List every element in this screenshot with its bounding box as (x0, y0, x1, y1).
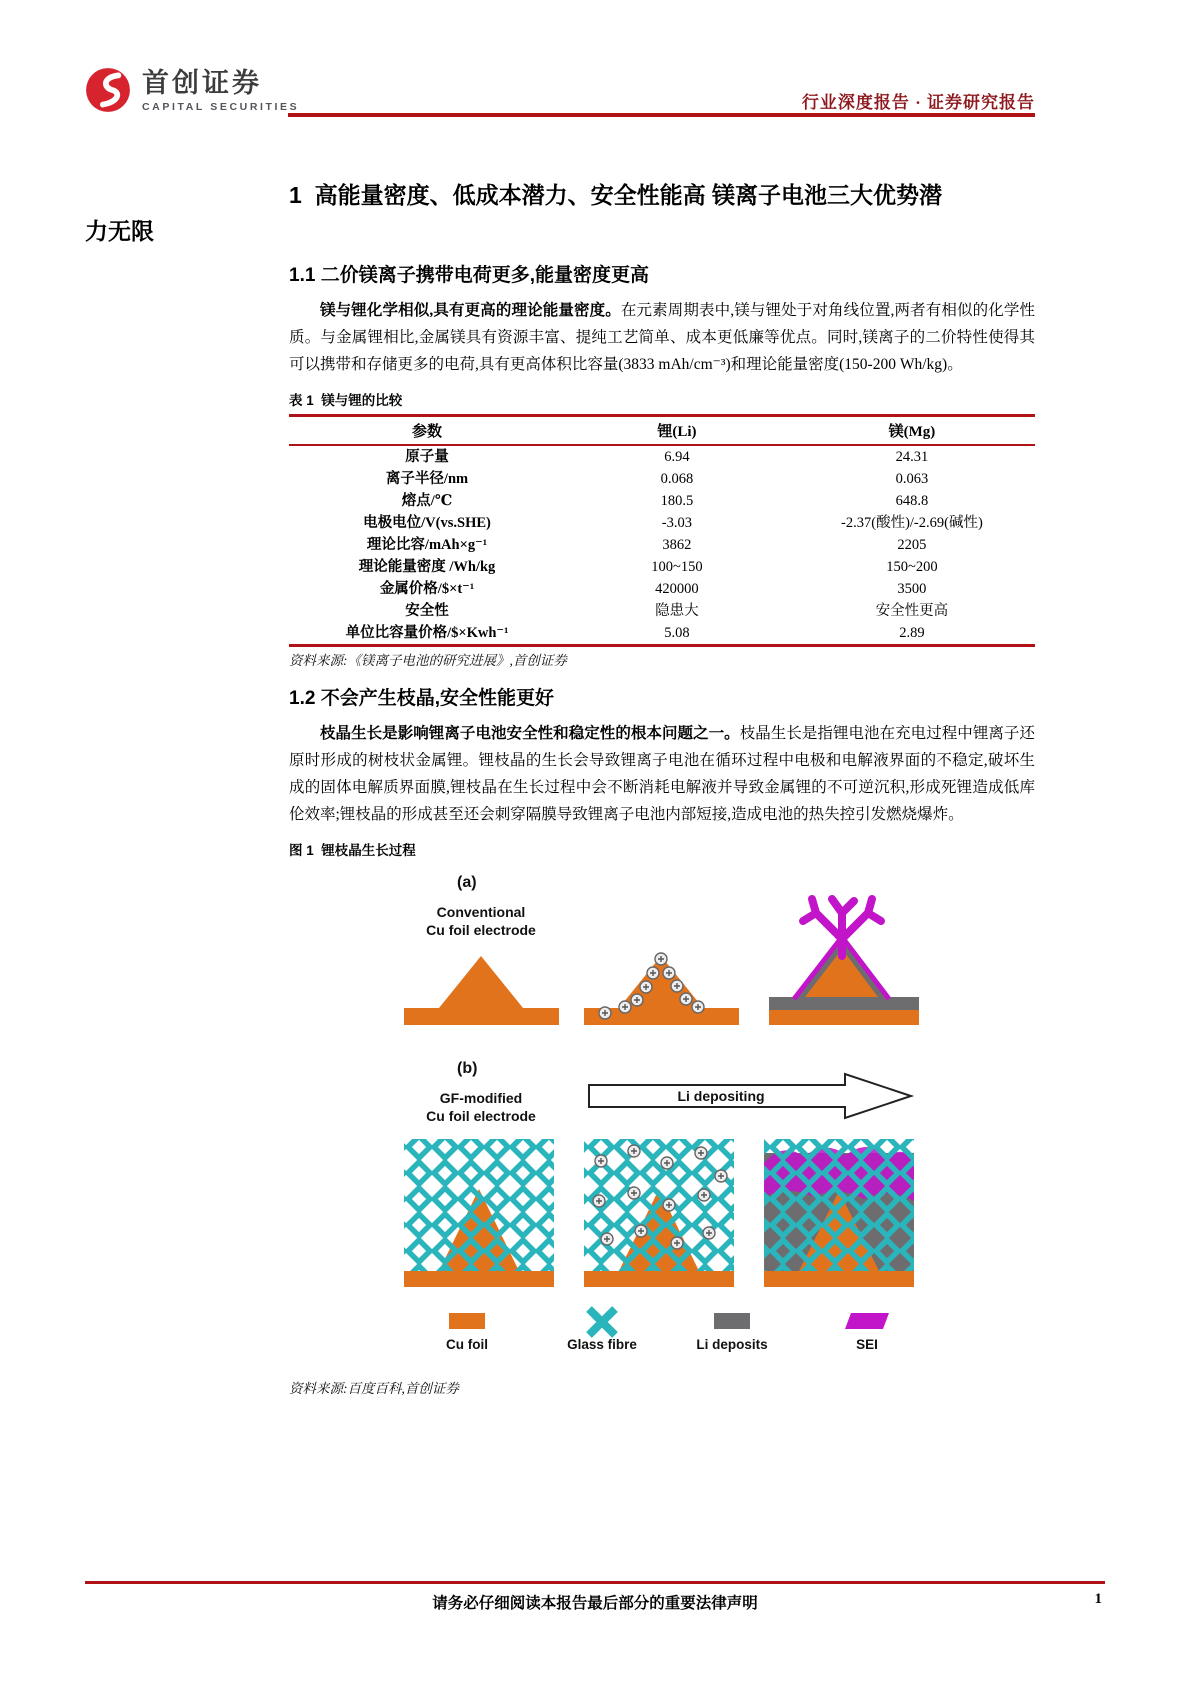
brand-name-en: CAPITAL SECURITIES (142, 100, 300, 113)
panel-a-name-line1: Conventional (436, 904, 526, 920)
comparison-table (289, 414, 1035, 647)
value-cell: -3.03 (661, 515, 693, 531)
section1-1-heading: 1.1 二价镁离子携带电荷更多,能量密度更高 (289, 265, 649, 286)
figure1-caption: 图 1 锂枝晶生长过程 (289, 843, 416, 858)
value-cell: 5.08 (664, 625, 690, 641)
panel-b-tag: (b) (457, 1060, 478, 1077)
arrow-label: Li depositing (677, 1088, 765, 1104)
section1-1-paragraph (289, 297, 1035, 378)
figure1-source: 资料来源:百度百科,首创证券 (289, 1381, 459, 1396)
table-row (289, 468, 1035, 490)
param-cell: 金属价格/$×t⁻¹ (379, 581, 475, 597)
brand-name-cn: 首创证券 (142, 67, 262, 98)
table-row (289, 534, 1035, 556)
value-cell: 420000 (655, 581, 699, 597)
panel-a2-ion-deposition (584, 953, 739, 1025)
legend-label-cu-foil: Cu foil (446, 1337, 488, 1352)
panel-a-tag: (a) (457, 874, 477, 891)
param-cell: 原子量 (405, 449, 449, 465)
value-cell: 150~200 (886, 559, 938, 575)
param-cell: 电极电位/V(vs.SHE) (363, 515, 491, 531)
param-cell: 熔点/℃ (401, 493, 453, 509)
table-row (289, 490, 1035, 512)
value-cell: 隐患大 (655, 603, 699, 619)
paragraph-lead: 枝晶生长是影响锂离子电池安全性和稳定性的根本问题之一。 (320, 725, 740, 742)
legend-label-sei: SEI (856, 1337, 878, 1352)
param-cell: 理论比容/mAh×g⁻¹ (366, 537, 488, 553)
value-cell: 3862 (662, 537, 692, 553)
panel-b3-uniform-deposit-sei (764, 1139, 914, 1287)
value-cell: 3500 (897, 581, 927, 597)
value-cell: 648.8 (895, 493, 929, 509)
column-header: 镁(Mg) (789, 416, 1035, 446)
table-row (289, 622, 1035, 646)
brand-logo (84, 66, 299, 114)
value-cell: 0.068 (660, 471, 694, 487)
panel-b-name-line2: Cu foil electrode (426, 1108, 536, 1124)
panel-b-name-line1: GF-modified (439, 1090, 523, 1106)
value-cell: 24.31 (895, 449, 929, 465)
legend-swatch-li-deposits (714, 1313, 750, 1329)
paragraph-body: 在元素周期表中,镁与锂处于对角线位置,两者有相似的化学性质。与金属锂相比,金属镁具有资源丰富、提纯工艺简单、成本更低廉等优点。同时,镁离子的二价特性使得其可以携带和存储更多的电荷,具有更高体积比容量(3833 mAh/cm⁻³)和理论能量密度(150-200 Wh/kg)。 (289, 302, 1035, 373)
section1-2-paragraph (289, 720, 1035, 828)
value-cell: 2.89 (899, 625, 925, 641)
page-number: 1 (1094, 1591, 1102, 1607)
section1-heading: 1 高能量密度、低成本潜力、安全性能高 镁离子电池三大优势潜 (289, 182, 942, 208)
legend-label-glass-fibre: Glass fibre (567, 1337, 637, 1352)
value-cell: 180.5 (660, 493, 694, 509)
table-row (289, 556, 1035, 578)
table-row (289, 445, 1035, 468)
header-divider (288, 113, 1035, 117)
value-cell: 100~150 (651, 559, 703, 575)
li-depositing-arrow (589, 1074, 911, 1118)
param-cell: 理论能量密度 /Wh/kg (358, 559, 496, 575)
panel-a1-bare-electrode (404, 956, 559, 1025)
capital-securities-logo-icon (84, 66, 132, 114)
legend-swatch-glass-fibre (589, 1309, 615, 1335)
value-cell: -2.37(酸性)/-2.69(碱性) (841, 515, 983, 531)
paragraph-lead: 镁与锂化学相似,具有更高的理论能量密度。 (320, 302, 621, 319)
paragraph-body: 枝晶生长是指锂电池在充电过程中锂离子还原时形成的树枝状金属锂。锂枝晶的生长会导致锂离子电池在循环过程中电极和电解液界面的不稳定,破坏生成的固体电解质界面膜,锂枝晶在生长过程中会不断消耗电解液并导致金属锂的不可逆沉积,形成死锂造成低库伦效率;锂枝晶的形成甚至还会刺穿隔膜导致锂离子电池内部短接,造成电池的热失控引发燃烧爆炸。 (289, 725, 1035, 823)
param-cell: 离子半径/nm (385, 471, 469, 487)
section1-2-heading: 1.2 不会产生枝晶,安全性能更好 (289, 688, 554, 709)
footer-divider (85, 1581, 1105, 1584)
panel-b1-gf-electrode (404, 1139, 554, 1287)
param-cell: 安全性 (405, 603, 449, 619)
table1-source: 资料来源:《镁离子电池的研究进展》,首创证券 (289, 653, 567, 668)
legend-swatch-sei (845, 1313, 889, 1329)
table-row (289, 512, 1035, 534)
value-cell: 0.063 (895, 471, 929, 487)
comparison-table-header-row (289, 416, 1035, 446)
main-content (289, 175, 1035, 1398)
legend-swatch-cu-foil (449, 1313, 485, 1329)
panel-a-name-line2: Cu foil electrode (426, 922, 536, 938)
param-cell: 单位比容量价格/$×Kwh⁻¹ (345, 625, 509, 641)
table-row (289, 600, 1035, 622)
comparison-table-body (289, 445, 1035, 646)
value-cell: 6.94 (664, 449, 690, 465)
table-row (289, 578, 1035, 600)
report-type-label: 行业深度报告 · 证券研究报告 (801, 93, 1035, 112)
legend-label-li-deposits: Li deposits (696, 1337, 768, 1352)
panel-a3-dendrite-formed (769, 899, 919, 1025)
section1-heading-overflow: 力无限 (85, 218, 154, 244)
legal-disclaimer: 请务必仔细阅读本报告最后部分的重要法律声明 (432, 1595, 758, 1612)
column-header: 参数 (289, 416, 565, 446)
table1-caption: 表 1 镁与锂的比较 (289, 393, 403, 408)
dendrite-tree (803, 899, 881, 956)
value-cell: 2205 (897, 537, 927, 553)
figure-legend (446, 1309, 889, 1352)
value-cell: 安全性更高 (875, 603, 949, 619)
panel-b2-gf-ion-deposition (584, 1139, 734, 1287)
figure-dendrite-growth-diagram (289, 861, 1035, 1366)
column-header: 锂(Li) (565, 416, 789, 446)
